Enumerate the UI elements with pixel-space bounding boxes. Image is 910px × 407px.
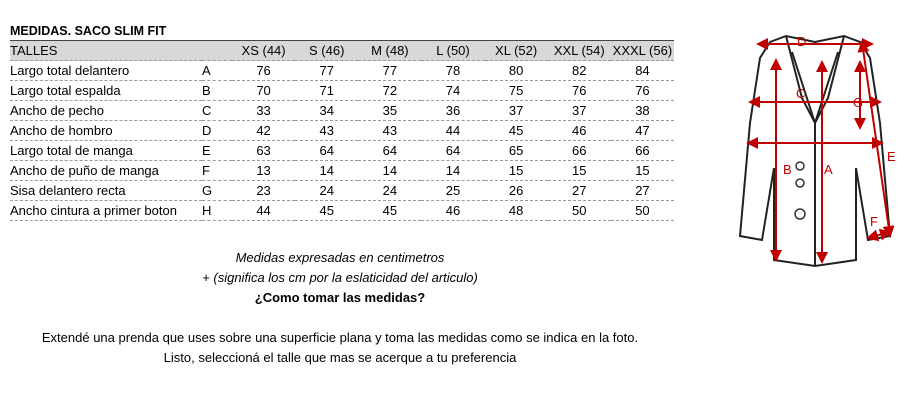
label-b: B xyxy=(783,162,792,177)
how-to-heading: ¿Como tomar las medidas? xyxy=(254,290,426,305)
header-size: XL (52) xyxy=(485,41,548,61)
table-header-row xyxy=(10,41,674,61)
row-value: 70 xyxy=(232,81,295,101)
row-name: Ancho de hombro xyxy=(10,121,202,141)
row-name: Largo total de manga xyxy=(10,141,202,161)
row-value: 24 xyxy=(295,181,358,201)
table-body xyxy=(10,61,674,221)
header-size: L (50) xyxy=(421,41,484,61)
row-value: 15 xyxy=(548,161,611,181)
row-value: 76 xyxy=(232,61,295,81)
row-value: 63 xyxy=(232,141,295,161)
row-code: G xyxy=(202,181,232,201)
instruction-line-2: Listo, seleccioná el talle que mas se acerque a tu preferencia xyxy=(163,350,517,365)
row-value: 14 xyxy=(358,161,421,181)
row-value: 76 xyxy=(611,81,674,101)
table-row xyxy=(10,161,674,181)
row-value: 23 xyxy=(232,181,295,201)
row-code: C xyxy=(202,101,232,121)
row-value: 46 xyxy=(421,201,484,221)
row-value: 45 xyxy=(295,201,358,221)
row-code: H xyxy=(202,201,232,221)
size-table xyxy=(10,40,674,221)
row-value: 48 xyxy=(485,201,548,221)
label-f: F xyxy=(870,214,878,229)
row-name: Ancho de puño de manga xyxy=(10,161,202,181)
table-row xyxy=(10,201,674,221)
row-value: 45 xyxy=(485,121,548,141)
row-value: 37 xyxy=(548,101,611,121)
row-value: 25 xyxy=(421,181,484,201)
header-label: TALLES xyxy=(10,41,202,61)
row-value: 38 xyxy=(611,101,674,121)
row-name: Largo total delantero xyxy=(10,61,202,81)
label-e: E xyxy=(887,149,896,164)
row-value: 66 xyxy=(611,141,674,161)
plus-note: + (significa los cm por la eslaticidad del articulo) xyxy=(202,270,478,285)
row-value: 84 xyxy=(611,61,674,81)
row-value: 14 xyxy=(421,161,484,181)
instruction-line-1: Extendé una prenda que uses sobre una superficie plana y toma las medidas como se indica en la foto. xyxy=(41,330,639,345)
row-value: 77 xyxy=(358,61,421,81)
header-size: S (46) xyxy=(295,41,358,61)
page-title: MEDIDAS. SACO SLIM FIT xyxy=(10,24,167,38)
jacket-outline xyxy=(740,36,890,266)
table-row xyxy=(10,121,674,141)
table-row xyxy=(10,61,674,81)
measurement-lines xyxy=(748,42,890,262)
table-row xyxy=(10,141,674,161)
label-a: A xyxy=(824,162,833,177)
row-value: 42 xyxy=(232,121,295,141)
row-name: Sisa delantero recta xyxy=(10,181,202,201)
row-value: 37 xyxy=(485,101,548,121)
row-value: 34 xyxy=(295,101,358,121)
header-size: XXXL (56) xyxy=(611,41,674,61)
row-value: 64 xyxy=(421,141,484,161)
header-code xyxy=(202,41,232,61)
row-value: 72 xyxy=(358,81,421,101)
row-value: 64 xyxy=(295,141,358,161)
row-value: 26 xyxy=(485,181,548,201)
row-value: 13 xyxy=(232,161,295,181)
row-value: 15 xyxy=(611,161,674,181)
row-value: 44 xyxy=(232,201,295,221)
row-code: B xyxy=(202,81,232,101)
row-value: 35 xyxy=(358,101,421,121)
row-code: F xyxy=(202,161,232,181)
label-g: G xyxy=(853,95,864,110)
row-value: 78 xyxy=(421,61,484,81)
table-row xyxy=(10,101,674,121)
row-value: 45 xyxy=(358,201,421,221)
row-value: 46 xyxy=(548,121,611,141)
jacket-buttons xyxy=(795,162,805,219)
row-value: 80 xyxy=(485,61,548,81)
jacket-measurement-diagram xyxy=(730,28,900,273)
row-value: 75 xyxy=(485,81,548,101)
row-value: 14 xyxy=(295,161,358,181)
row-value: 50 xyxy=(611,201,674,221)
row-value: 64 xyxy=(358,141,421,161)
label-c: C xyxy=(796,86,806,101)
table-row xyxy=(10,81,674,101)
row-value: 43 xyxy=(295,121,358,141)
row-value: 82 xyxy=(548,61,611,81)
header-size: M (48) xyxy=(358,41,421,61)
row-value: 66 xyxy=(548,141,611,161)
row-code: D xyxy=(202,121,232,141)
row-value: 47 xyxy=(611,121,674,141)
row-value: 65 xyxy=(485,141,548,161)
row-value: 36 xyxy=(421,101,484,121)
row-value: 33 xyxy=(232,101,295,121)
label-d: D xyxy=(797,34,807,49)
row-code: A xyxy=(202,61,232,81)
row-value: 71 xyxy=(295,81,358,101)
row-value: 44 xyxy=(421,121,484,141)
row-value: 24 xyxy=(358,181,421,201)
row-name: Ancho de pecho xyxy=(10,101,202,121)
row-value: 27 xyxy=(548,181,611,201)
row-value: 27 xyxy=(611,181,674,201)
row-name: Ancho cintura a primer boton xyxy=(10,201,202,221)
header-size: XXL (54) xyxy=(548,41,611,61)
row-code: E xyxy=(202,141,232,161)
row-name: Largo total espalda xyxy=(10,81,202,101)
header-size: XS (44) xyxy=(232,41,295,61)
table-row xyxy=(10,181,674,201)
units-note: Medidas expresadas en centimetros xyxy=(235,250,445,265)
row-value: 76 xyxy=(548,81,611,101)
row-value: 74 xyxy=(421,81,484,101)
row-value: 50 xyxy=(548,201,611,221)
row-value: 43 xyxy=(358,121,421,141)
row-value: 77 xyxy=(295,61,358,81)
row-value: 15 xyxy=(485,161,548,181)
